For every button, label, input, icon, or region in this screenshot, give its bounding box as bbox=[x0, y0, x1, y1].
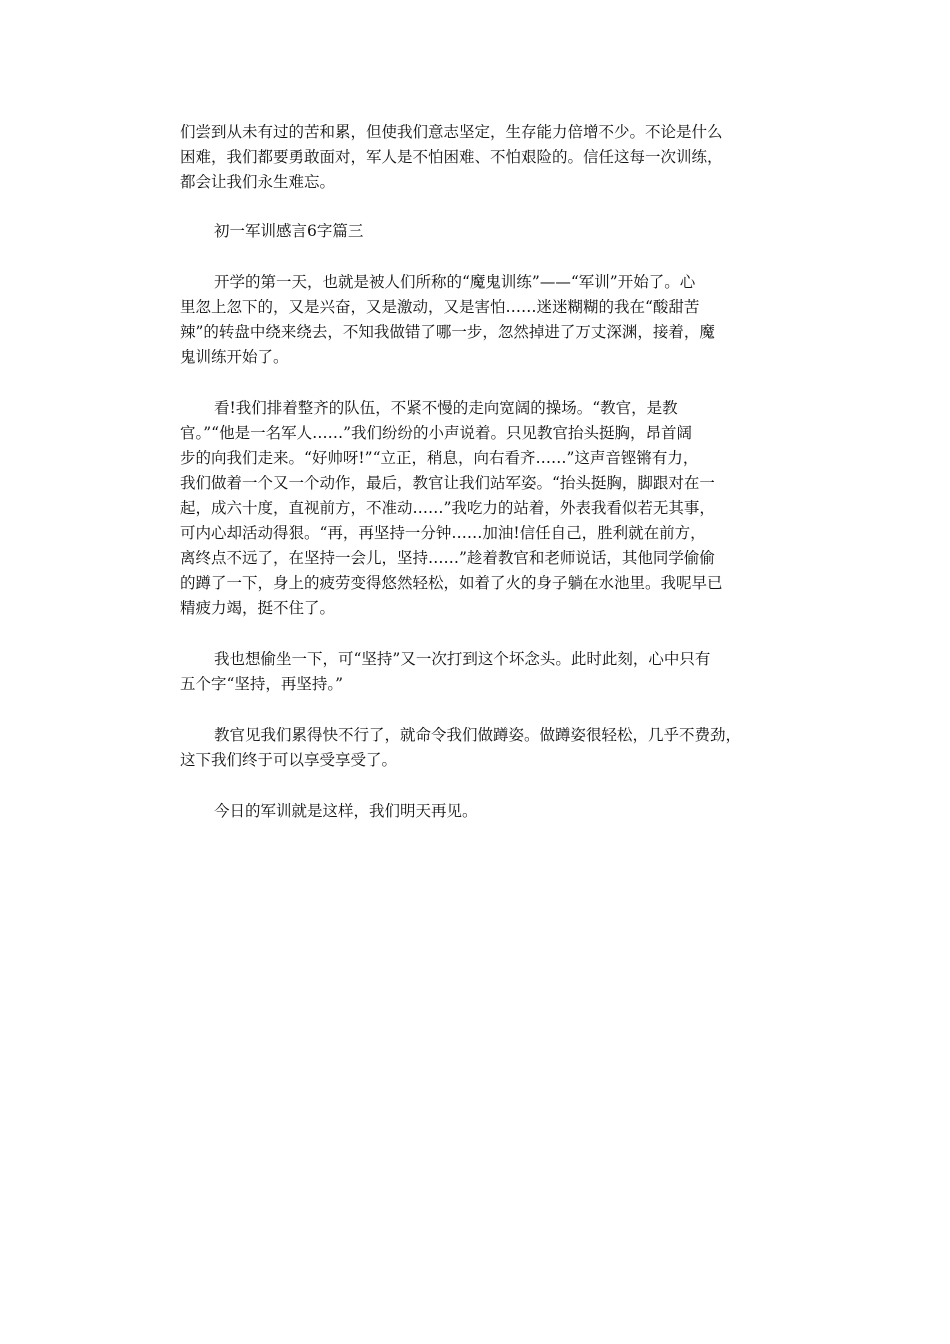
text-line: 困难，我们都要勇敢面对，军人是不怕困难、不怕艰险的。信任这每一次训练， bbox=[180, 148, 723, 166]
text-line: 鬼训练开始了。 bbox=[180, 348, 289, 366]
paragraph bbox=[180, 723, 780, 773]
text-line: 五个字“坚持，再坚持。” bbox=[180, 675, 344, 693]
text-line: 离终点不远了，在坚持一会儿，坚持……”趁着教官和老师说话，其他同学偷偷 bbox=[180, 549, 715, 567]
section-heading-text: 初一军训感言6字篇三 bbox=[214, 222, 364, 240]
section-heading bbox=[180, 219, 780, 244]
text-line: 辣”的转盘中绕来绕去，不知我做错了哪一步，忽然掉进了万丈深渊，接着，魔 bbox=[180, 323, 715, 341]
paragraph-continuation bbox=[180, 120, 780, 195]
text-line: 精疲力竭，挺不住了。 bbox=[180, 599, 336, 617]
text-line: 都会让我们永生难忘。 bbox=[180, 173, 336, 191]
paragraph bbox=[180, 647, 780, 697]
text-line: 步的向我们走来。“好帅呀!”“立正，稍息，向右看齐……”这声音铿锵有力， bbox=[180, 449, 699, 467]
paragraph bbox=[180, 270, 780, 370]
text-line: 可内心却活动得狠。“再，再坚持一分钟……加油!信任自己，胜利就在前方， bbox=[180, 524, 706, 542]
document-page bbox=[180, 120, 780, 824]
text-line: 里忽上忽下的，又是兴奋，又是激动，又是害怕……迷迷糊糊的我在“酸甜苦 bbox=[180, 298, 700, 316]
text-line: 我们做着一个又一个动作，最后，教官让我们站军姿。“抬头挺胸，脚跟对在一 bbox=[180, 474, 715, 492]
text-line: 我也想偷坐一下，可“坚持”又一次打到这个坏念头。此时此刻，心中只有 bbox=[214, 650, 711, 668]
text-line: 教官见我们累得快不行了，就命令我们做蹲姿。做蹲姿很轻松，几乎不费劲， bbox=[214, 726, 742, 744]
text-line: 官。”“他是一名军人……”我们纷纷的小声说着。只见教官抬头挺胸，昂首阔 bbox=[180, 424, 693, 442]
text-line: 看!我们排着整齐的队伍，不紧不慢的走向宽阔的操场。“教官，是教 bbox=[214, 399, 678, 417]
text-line: 们尝到从未有过的苦和累，但使我们意志坚定，生存能力倍增不少。不论是什么 bbox=[180, 123, 723, 141]
paragraph bbox=[180, 396, 780, 621]
paragraph bbox=[180, 799, 780, 824]
text-line: 开学的第一天，也就是被人们所称的“魔鬼训练”——“军训”开始了。心 bbox=[214, 273, 696, 291]
text-line: 起，成六十度，直视前方，不准动……”我吃力的站着，外表我看似若无其事， bbox=[180, 499, 715, 517]
text-line: 今日的军训就是这样，我们明天再见。 bbox=[214, 802, 478, 820]
text-line: 这下我们终于可以享受享受了。 bbox=[180, 751, 398, 769]
text-line: 的蹲了一下，身上的疲劳变得悠然轻松，如着了火的身子躺在水池里。我呢早已 bbox=[180, 574, 723, 592]
